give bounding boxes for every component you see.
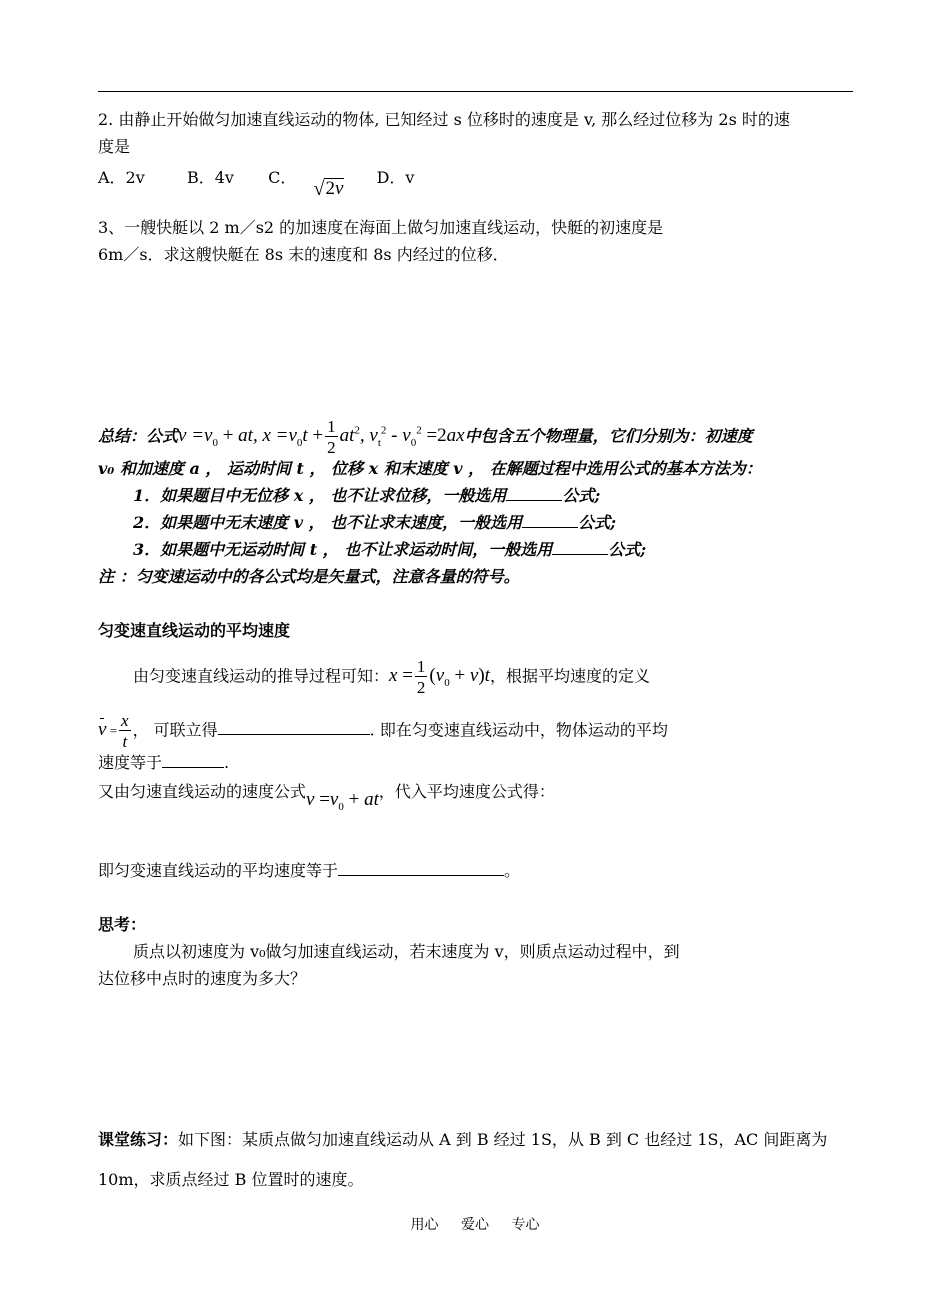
summary-line1: 总结：公式$v =v_0$ + at, $x =v_0t$ + $\frac{1}{2}$ $at^2$, $v_t^2 - v_0^2 =2ax$中包含五个物理量，它们分别为：初速度 — [98, 417, 753, 457]
think-line2: 达位移中点时的速度为多大？ — [98, 969, 307, 988]
q2-option-b: B．4v — [186, 168, 234, 187]
velocity-formula: $v =v_0$ + at — [306, 789, 379, 813]
sqrt2v-formula: √ 2v — [313, 178, 344, 200]
blank-item3 — [552, 554, 608, 555]
blank-avg-combined — [218, 734, 370, 735]
avg-p5: 即匀变速直线运动的平均速度等于 。 — [98, 861, 521, 880]
avg-p2: v = $\frac{x}{t}$ ， 可联立得 . 即在匀变速直线运动中，物体运动的平均 — [98, 711, 668, 751]
avg-heading: 匀变速直线运动的平均速度 — [98, 621, 291, 640]
summary-line2: v₀ 和加速度 a ， 运动时间 t ， 位移 x 和末速度 v ， 在解题过程中选用公式的基本方法为： — [98, 459, 762, 478]
blank-item1 — [506, 500, 562, 501]
summary-item1: 1．如果题目中无位移 x ， 也不让求位移，一般选用 公式; — [133, 486, 601, 505]
summary-note: 注 ：匀变速运动中的各公式均是矢量式，注意各量的符号。 — [98, 567, 520, 586]
q2-line1: 2. 由静止开始做匀加速直线运动的物体, 已知经过 s 位移时的速度是 v, 那么经过位移为 2s 时的速 — [98, 110, 790, 129]
kinematics-formulas: $v =v_0$ + at, $x =v_0t$ + $\frac{1}{2}$ $at^2$, $v_t^2 - v_0^2 =2ax$ — [178, 417, 465, 457]
average-velocity-definition: v = $\frac{x}{t}$ — [98, 711, 129, 751]
page-footer: 用心 爱心 专心 — [410, 1217, 540, 1233]
practice-line2: 10m，求质点经过 B 位置时的速度。 — [98, 1170, 364, 1189]
q2-option-a: A．2v — [98, 168, 145, 187]
q2-line2: 度是 — [98, 137, 131, 156]
think-line1: 质点以初速度为 v₀做匀加速直线运动，若末速度为 v，则质点运动过程中，到 — [133, 942, 680, 961]
q2-option-d: D．v — [376, 168, 415, 187]
q3-line1: 3、一艘快艇以 2 m／s2 的加速度在海面上做匀加速直线运动，快艇的初速度是 — [98, 218, 664, 237]
avg-p1: 由匀变速直线运动的推导过程可知：x = $\frac{1}{2}$ $(v_0 + v)t$，根据平均速度的定义 — [133, 657, 650, 697]
practice-line1: 课堂练习：如下图：某质点做匀加速直线运动从 A 到 B 经过 1S，从 B 到 C 也经过 1S，AC 间距离为 — [98, 1130, 828, 1149]
blank-item2 — [522, 527, 578, 528]
blank-avg-final — [338, 875, 504, 876]
q2-option-c: C． — [268, 168, 297, 187]
displacement-formula: x = $\frac{1}{2}$ $(v_0 + v)t$ — [389, 657, 490, 697]
q3-line2: 6m／s．求这艘快艇在 8s 末的速度和 8s 内经过的位移． — [98, 245, 509, 264]
think-heading: 思考： — [98, 915, 147, 934]
blank-avg-equals — [162, 767, 224, 768]
practice-label: 课堂练习： — [98, 1130, 179, 1149]
avg-p4: 又由匀速直线运动的速度公式$v =v_0$ + at，代入平均速度公式得： — [98, 782, 555, 813]
summary-item2: 2．如果题中无末速度 v ， 也不让求末速度，一般选用 公式; — [133, 513, 617, 532]
header-rule — [98, 91, 853, 92]
avg-p3: 速度等于 . — [98, 753, 230, 772]
summary-item3: 3．如果题中无运动时间 t ， 也不让求运动时间，一般选用 公式; — [133, 540, 647, 559]
q2-options — [98, 166, 415, 200]
